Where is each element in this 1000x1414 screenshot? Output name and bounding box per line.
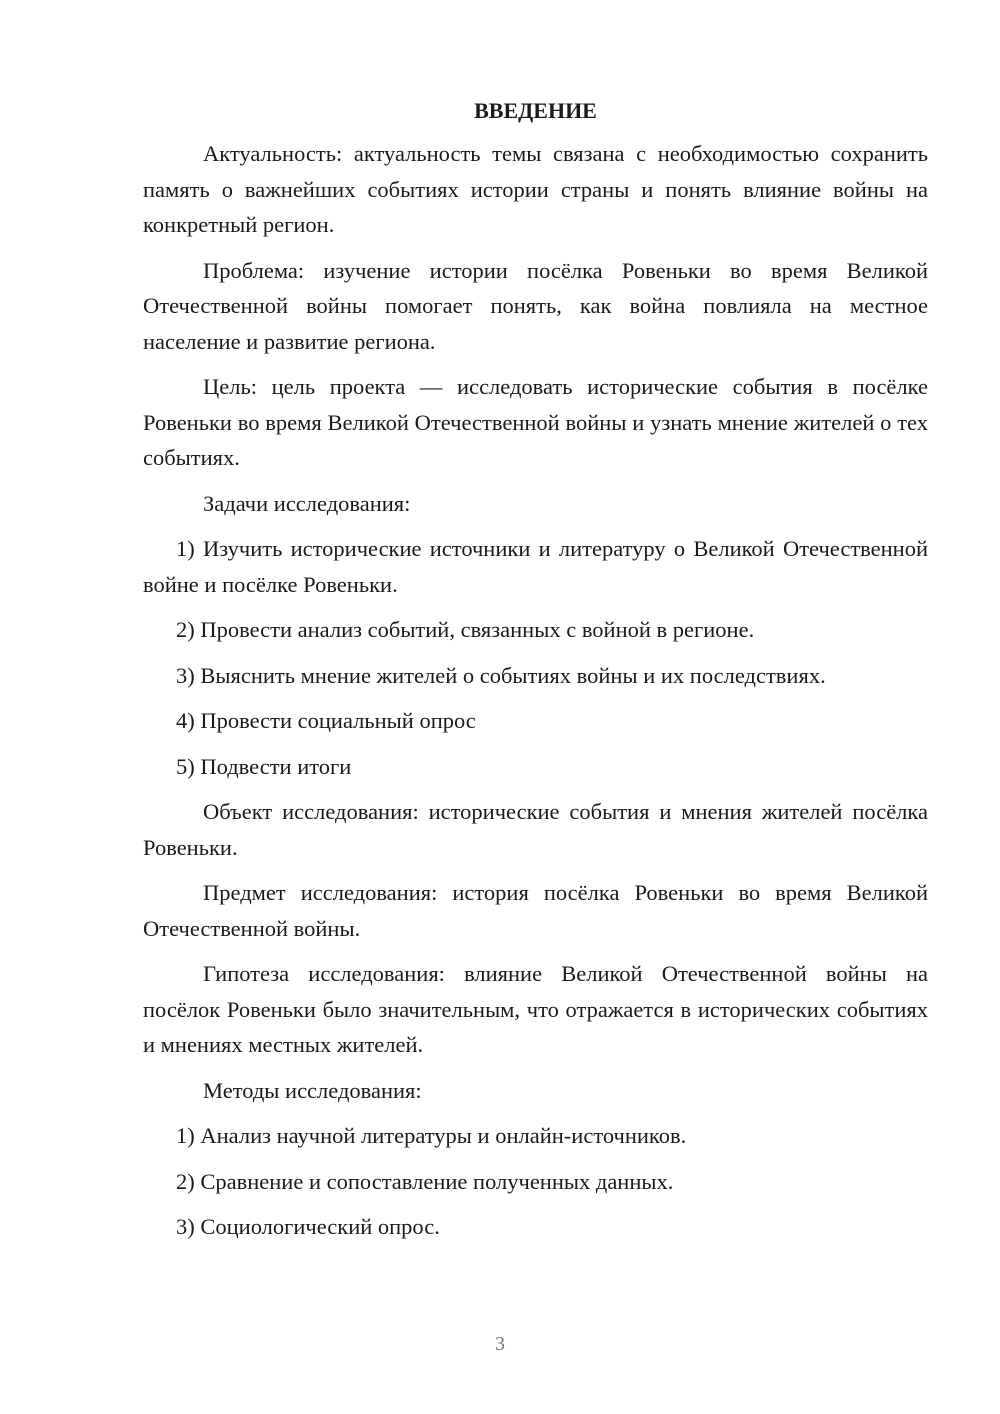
hypothesis-paragraph: Гипотеза исследования: влияние Великой Отечественной войны на посёлок Ровеньки было значительным, что отражается в исторических событиях и мнениях местных жителей. [143, 961, 928, 1057]
problem-paragraph: Проблема: изучение истории посёлка Ровеньки во время Великой Отечественной войны помогает понять, как война повлияла на местное население и развитие региона. [143, 257, 928, 354]
task-item-3: 3) Выяснить мнение жителей о событиях войны и их последствиях. [176, 662, 826, 688]
method-item-2: 2) Сравнение и сопоставление полученных данных. [176, 1168, 674, 1194]
task-item-4: 4) Провести социальный опрос [176, 708, 476, 733]
object-paragraph: Объект исследования: исторические события и мнения жителей посёлка Ровеньки. [143, 799, 928, 860]
page-number: 3 [495, 1333, 505, 1355]
subject-paragraph: Предмет исследования: история посёлка Ровеньки во время Великой Отечественной войны. [143, 880, 928, 941]
page-content [143, 96, 928, 1255]
goal-paragraph: Цель: цель проекта — исследовать исторические события в посёлке Ровеньки во время Великой Отечественной войны и узнать мнение жителей о тех событиях. [143, 374, 928, 470]
relevance-paragraph: Актуальность: актуальность темы связана с необходимостью сохранить память о важнейших событиях истории страны и понять влияние войны на конкретный регион. [143, 141, 928, 237]
tasks-heading: Задачи исследования: [203, 490, 411, 516]
method-item-3: 3) Социологический опрос. [176, 1214, 440, 1239]
task-item-5: 5) Подвести итоги [176, 753, 352, 779]
section-title: ВВЕДЕНИЕ [474, 98, 597, 123]
task-item-1: 1) Изучить исторические источники и литературу о Великой Отечественной войне и посёлке Ровеньки. [143, 536, 928, 597]
task-item-2: 2) Провести анализ событий, связанных с войной в регионе. [176, 617, 755, 642]
methods-heading: Методы исследования: [203, 1077, 422, 1103]
method-item-1: 1) Анализ научной литературы и онлайн-источников. [176, 1123, 687, 1148]
